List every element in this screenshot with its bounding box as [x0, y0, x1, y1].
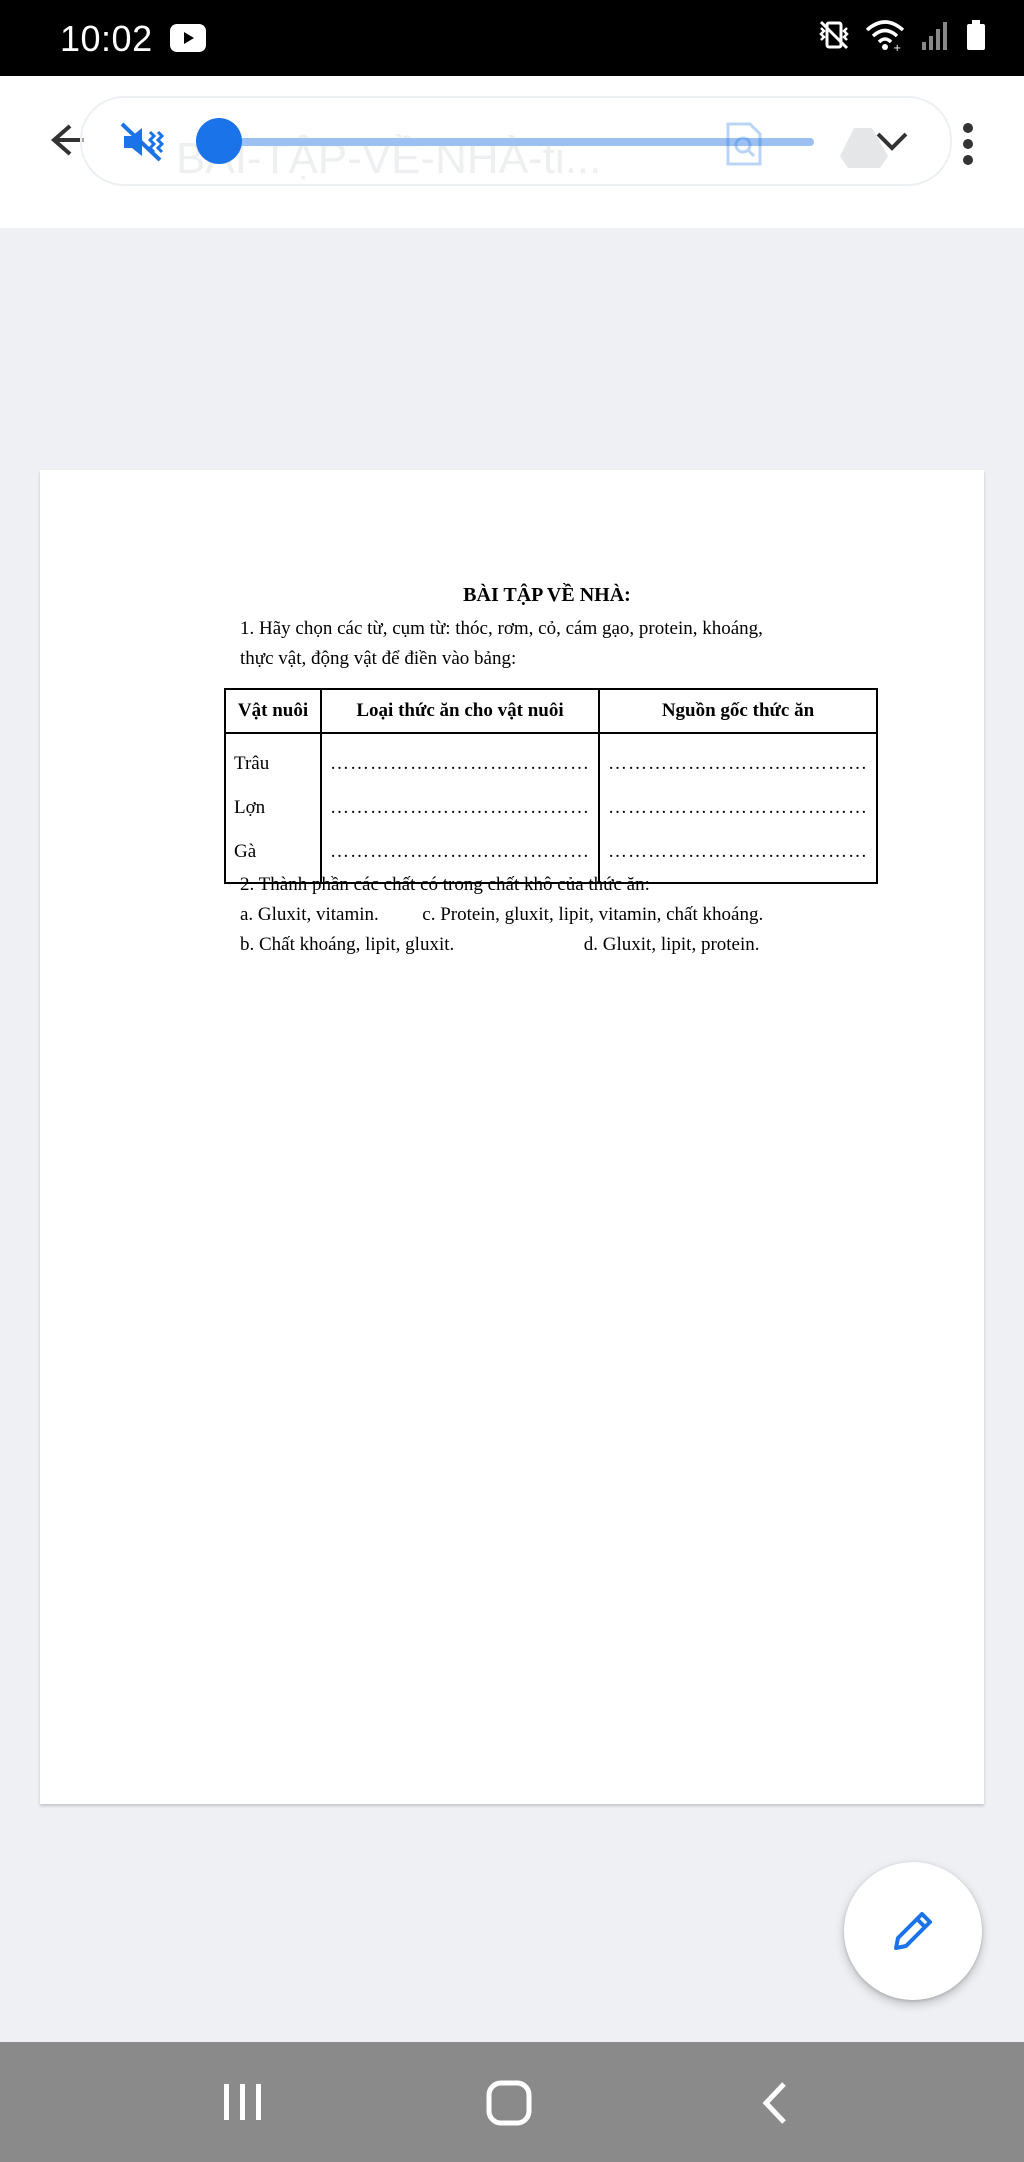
wifi-icon — [865, 18, 905, 52]
status-bar — [0, 0, 1024, 76]
question-1 — [240, 614, 900, 674]
option-b: b. Chất khoáng, lipit, gluxit. — [240, 934, 455, 955]
svg-text:+: + — [893, 43, 902, 52]
system-nav-bar — [0, 2042, 1024, 2162]
question-2 — [240, 870, 940, 960]
table-row — [225, 733, 877, 786]
option-d: d. Gluxit, lipit, protein. — [583, 934, 760, 955]
table-cell-blank: ………………………………… — [321, 733, 599, 786]
table-cell-blank: ………………………………… — [599, 830, 877, 883]
table-row — [225, 786, 877, 830]
table-cell-blank: ………………………………… — [599, 786, 877, 830]
status-time: 10:02 — [60, 18, 153, 59]
find-in-page-icon[interactable] — [722, 120, 766, 168]
feed-table — [224, 688, 878, 884]
nav-back-icon[interactable] — [758, 2078, 794, 2128]
table-header-cell: Nguồn gốc thức ăn — [599, 689, 877, 733]
battery-icon — [964, 18, 988, 52]
edit-fab-button[interactable] — [844, 1862, 982, 2000]
table-cell-animal: Lợn — [225, 786, 321, 830]
youtube-icon — [170, 24, 206, 52]
question-2-options-row-1 — [240, 900, 940, 930]
table-cell-blank: ………………………………… — [321, 830, 599, 883]
vibrate-icon — [817, 18, 851, 52]
question-1-line-1: 1. Hãy chọn các từ, cụm từ: thóc, rơm, cỏ, cám gạo, protein, khoáng, — [240, 618, 763, 639]
document-page — [40, 470, 984, 1804]
question-1-line-2: thực vật, động vật để điền vào bảng: — [240, 648, 517, 669]
option-c: c. Protein, gluxit, lipit, vitamin, chất khoáng. — [422, 904, 764, 925]
mute-icon[interactable] — [118, 118, 166, 166]
table-cell-animal: Trâu — [225, 733, 321, 786]
volume-slider-thumb[interactable] — [196, 118, 242, 164]
edit-pencil-icon — [888, 1906, 938, 1956]
home-icon[interactable] — [484, 2078, 534, 2128]
recent-apps-icon[interactable] — [220, 2078, 266, 2126]
document-heading: BÀI TẬP VỀ NHÀ: — [463, 584, 631, 606]
table-header-row — [225, 689, 877, 733]
status-icons — [807, 18, 988, 58]
table-header-cell: Loại thức ăn cho vật nuôi — [321, 689, 599, 733]
question-2-options-row-2 — [240, 930, 940, 960]
table-cell-animal: Gà — [225, 830, 321, 883]
chevron-down-icon[interactable] — [874, 126, 910, 156]
question-2-title: 2. Thành phần các chất có trong chất khô của thức ăn: — [240, 874, 650, 895]
more-vert-icon[interactable] — [958, 122, 978, 166]
table-cell-blank: ………………………………… — [599, 733, 877, 786]
option-a: a. Gluxit, vitamin. — [240, 904, 379, 925]
table-cell-blank: ………………………………… — [321, 786, 599, 830]
table-header-cell: Vật nuôi — [225, 689, 321, 733]
viewer-app-bar — [0, 76, 1024, 228]
signal-icon — [920, 18, 950, 52]
